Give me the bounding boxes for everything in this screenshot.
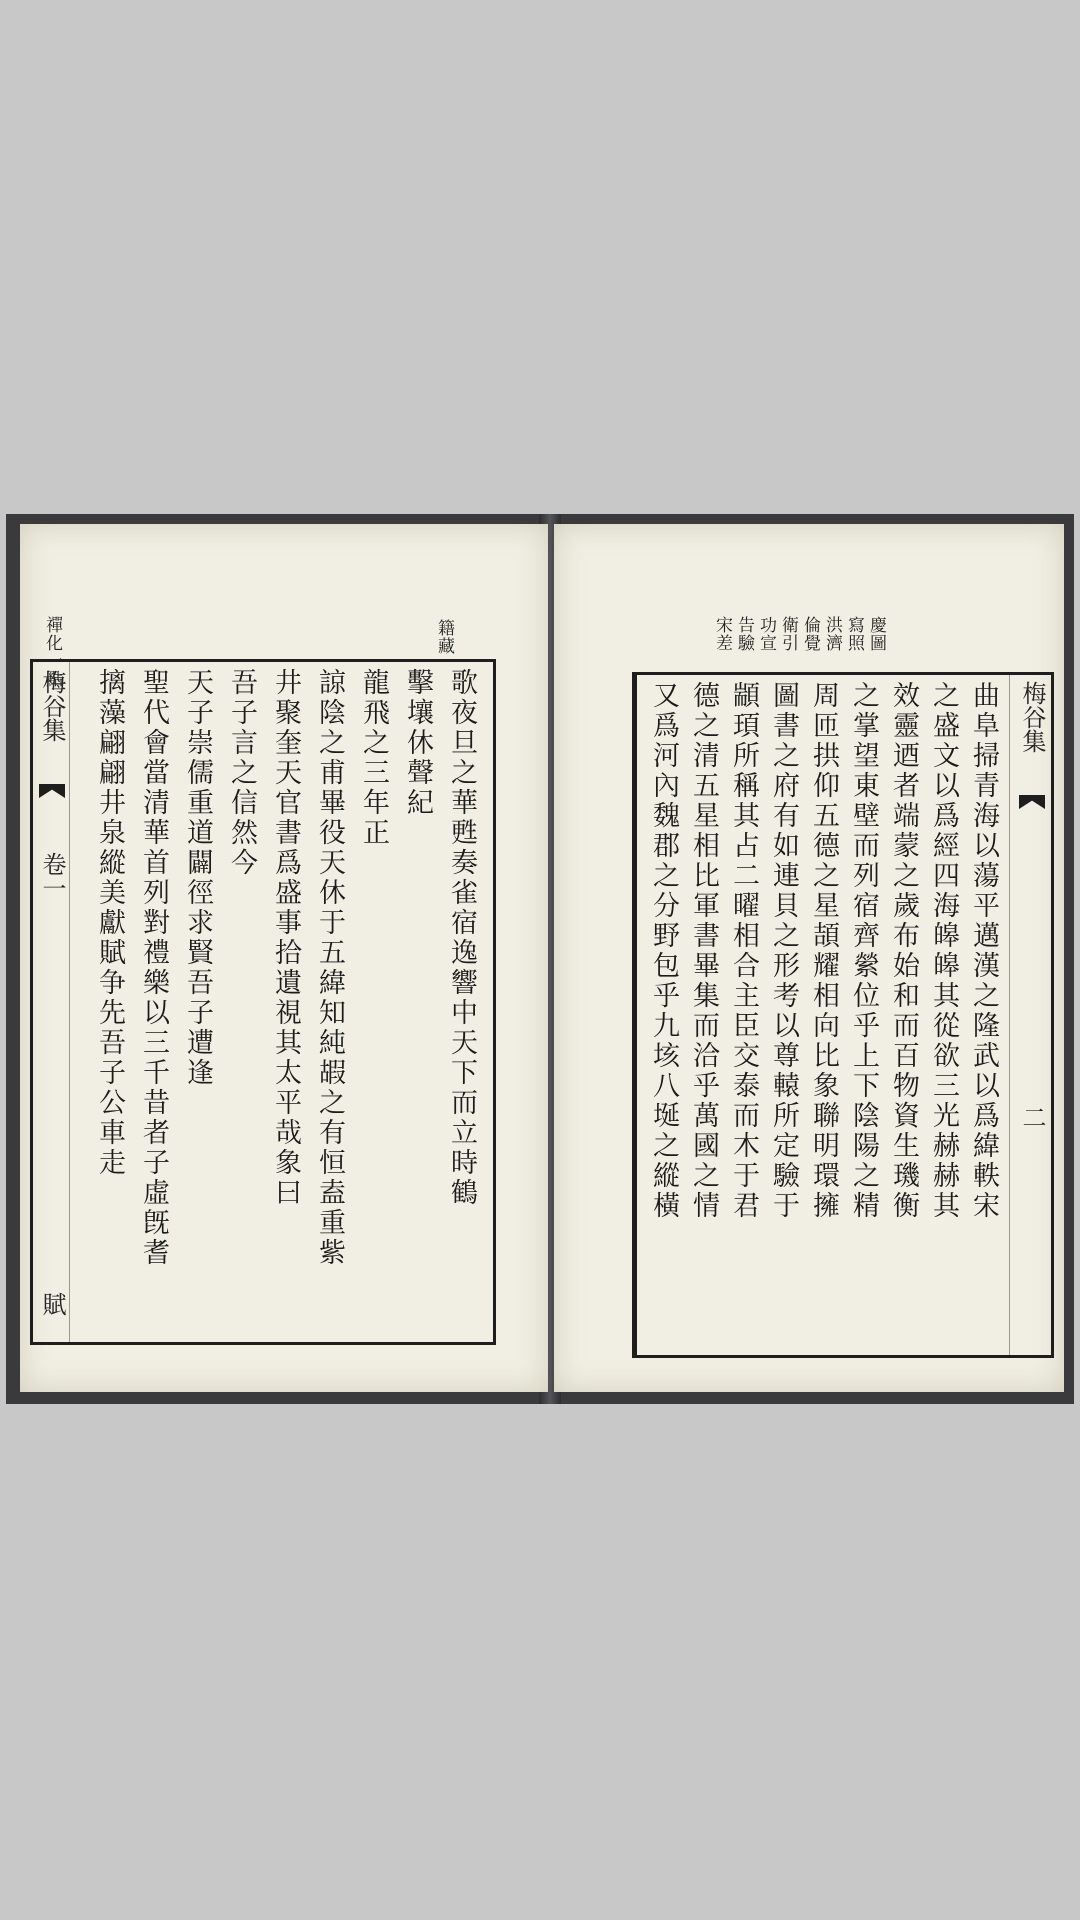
text-column: 之盛文以爲經四海皞皞其從欲三光赫赫其 bbox=[928, 681, 959, 1221]
text-column: 之掌望東壁而列宿齊縈位乎上下陰陽之精 bbox=[848, 681, 879, 1221]
left-margin-section: 賦 bbox=[38, 1292, 66, 1316]
left-heading-2: 籍藏 bbox=[434, 619, 454, 655]
column-rule bbox=[69, 662, 70, 1342]
left-heading-1: 禪化一點 bbox=[42, 616, 62, 688]
text-column: 聖代會當清華首列對禮樂以三千昔者子虛旣耆 bbox=[138, 668, 169, 1268]
fishtail-mark bbox=[1019, 795, 1045, 809]
text-column: 摛藻翩翩井泉縱美獻賦争先吾子公車走 bbox=[94, 668, 125, 1178]
left-text-frame bbox=[30, 659, 496, 1345]
text-column: 曲阜掃青海以蕩平邁漢之隆武以爲緯軼宋 bbox=[968, 681, 999, 1221]
right-margin-title: 梅谷集 bbox=[1018, 681, 1046, 753]
text-column: 效靈迺者端蒙之歲布始和而百物資生璣衡 bbox=[888, 681, 919, 1221]
right-page bbox=[554, 524, 1064, 1392]
text-column: 顓頊所稱其占二曜相合主臣交泰而木于君 bbox=[728, 681, 759, 1221]
right-heading: 慶圖 bbox=[866, 616, 886, 652]
text-column: 吾子言之信然今 bbox=[226, 668, 257, 878]
book-scan bbox=[6, 514, 1074, 1404]
fishtail-mark bbox=[39, 784, 65, 798]
text-column: 龍飛之三年正 bbox=[358, 668, 389, 848]
left-margin-title: 梅谷集 bbox=[38, 670, 66, 742]
right-heading: 衛引 bbox=[778, 616, 798, 652]
text-column: 天子崇儒重道闢徑求賢吾子遭逢 bbox=[182, 668, 213, 1088]
text-column: 圖書之府有如連貝之形考以尊轅所定驗于 bbox=[768, 681, 799, 1221]
right-heading: 洪濟 bbox=[822, 616, 842, 652]
column-rule bbox=[1009, 675, 1010, 1355]
text-column: 歌夜旦之華甦奏雀宿逸響中天下而立時鶴 bbox=[446, 668, 477, 1208]
left-margin-volume: 卷一 bbox=[38, 852, 66, 900]
right-heading: 寫照 bbox=[844, 616, 864, 652]
text-column: 又爲河內魏郡之分野包乎九垓八埏之縱橫 bbox=[648, 681, 679, 1221]
right-text-frame bbox=[632, 672, 1054, 1358]
right-margin-page-number: 二 bbox=[1018, 1105, 1046, 1129]
text-column: 周匝拱仰五德之星頡耀相向比象聯明環擁 bbox=[808, 681, 839, 1221]
left-page bbox=[20, 524, 548, 1392]
right-heading: 功宣 bbox=[756, 616, 776, 652]
right-heading: 告驗 bbox=[734, 616, 754, 652]
text-column: 諒陰之甫畢役天休于五緯知純嘏之有恒盍重紫 bbox=[314, 668, 345, 1268]
text-column: 擊壤休聲紀 bbox=[402, 668, 433, 818]
right-heading: 倫覺 bbox=[800, 616, 820, 652]
right-heading: 宋差 bbox=[712, 616, 732, 652]
text-column: 井聚奎天官書爲盛事拾遺視其太平哉象曰 bbox=[270, 668, 301, 1208]
text-column: 德之清五星相比軍書畢集而洽乎萬國之情 bbox=[688, 681, 719, 1221]
